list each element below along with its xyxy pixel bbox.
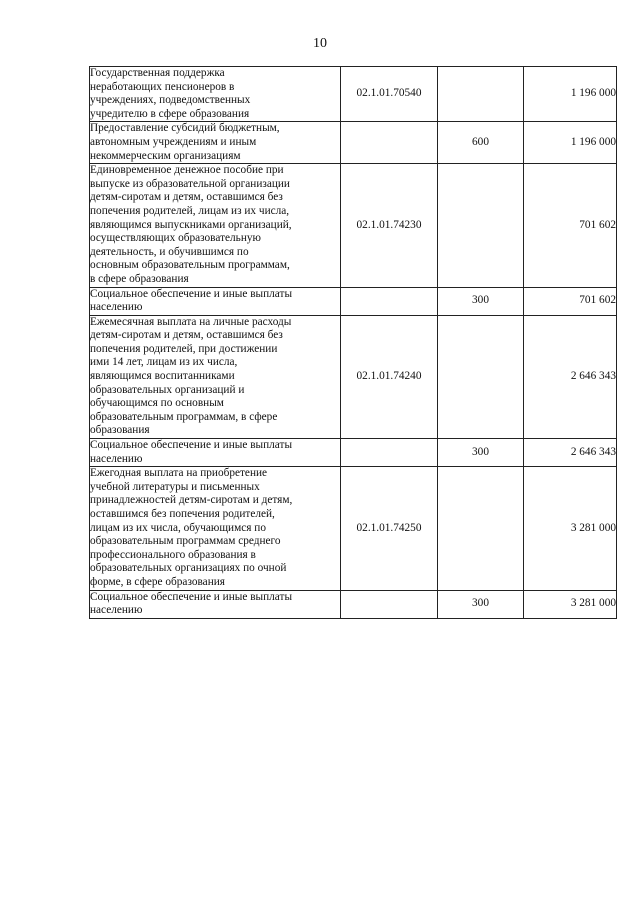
budget-table-body — [90, 67, 617, 619]
expense-name-line: населению — [90, 604, 143, 617]
target-code-cell: 02.1.01.74240 — [341, 315, 438, 438]
expense-type-cell — [438, 67, 524, 122]
expense-name-cell — [90, 590, 341, 618]
expense-type-cell: 300 — [438, 590, 524, 618]
table-row — [90, 164, 617, 287]
expense-name-cell — [90, 287, 341, 315]
amount-cell: 2 646 343 — [524, 315, 617, 438]
table-row — [90, 439, 617, 467]
expense-type-cell: 300 — [438, 439, 524, 467]
target-code-cell — [341, 287, 438, 315]
target-code-cell: 02.1.01.74230 — [341, 164, 438, 287]
table-row — [90, 590, 617, 618]
expense-name-line: учредителю в сфере образования — [90, 107, 250, 120]
amount-cell: 1 196 000 — [524, 122, 617, 164]
expense-name-line: населению — [90, 301, 143, 314]
expense-name-line: являющимся воспитанниками — [90, 370, 235, 383]
expense-name-line: детям-сиротам и детям, оставшимся без — [90, 191, 283, 204]
expense-name-line: основным образовательным программам, — [90, 259, 290, 272]
target-code-cell — [341, 122, 438, 164]
expense-name-line: Единовременное денежное пособие при — [90, 164, 284, 177]
amount-cell: 1 196 000 — [524, 67, 617, 122]
expense-name-line: оставшимся без попечения родителей, — [90, 508, 275, 520]
expense-name-line: образовательным программам среднего — [90, 535, 281, 548]
expense-name-line: профессионального образования в — [90, 548, 256, 561]
table-row — [90, 122, 617, 164]
expense-name-line: Социальное обеспечение и иные выплаты — [90, 590, 293, 603]
expense-type-cell: 600 — [438, 122, 524, 164]
expense-name-line: учебной литературы и письменных — [90, 480, 260, 493]
expense-name-line: образовательных организаций и — [90, 383, 245, 396]
expense-type-cell — [438, 315, 524, 438]
expense-name-line: Социальное обеспечение и иные выплаты — [90, 287, 293, 300]
expense-name-line: являющимся выпускниками организаций, — [90, 218, 292, 231]
amount-cell: 701 602 — [524, 164, 617, 287]
expense-name-line: Ежегодная выплата на приобретение — [90, 467, 268, 480]
expense-name-line: форме, в сфере образования — [90, 575, 225, 588]
expense-name-line: учреждениях, подведомственных — [90, 94, 251, 107]
expense-name-line: Государственная поддержка — [90, 67, 225, 79]
expense-name-cell — [90, 122, 341, 164]
expense-name-cell — [90, 164, 341, 287]
expense-name-line: попечения родителей, лицам из их числа, — [90, 204, 290, 217]
expense-name-line: некоммерческим организациям — [90, 149, 241, 162]
page-number: 10 — [313, 36, 327, 51]
table-row — [90, 467, 617, 590]
expense-name-cell — [90, 315, 341, 438]
expense-type-cell — [438, 467, 524, 590]
target-code-cell — [341, 590, 438, 618]
expense-name-line: обучающимся по основным — [90, 397, 224, 410]
expense-name-line: детям-сиротам и детям, оставшимся без — [90, 329, 283, 342]
expense-name-line: Социальное обеспечение и иные выплаты — [90, 439, 293, 452]
expense-name-line: Ежемесячная выплата на личные расходы — [90, 315, 292, 328]
expense-name-line: в сфере образования — [90, 272, 189, 285]
expense-name-line: осуществляющих образовательную — [90, 232, 261, 245]
expense-name-line: образовательным программам, в сфере — [90, 410, 278, 423]
expense-name-line: ими 14 лет, лицам из их числа, — [90, 356, 238, 369]
expense-type-cell: 300 — [438, 287, 524, 315]
expense-name-cell — [90, 467, 341, 590]
budget-table — [89, 66, 617, 619]
expense-name-line: Предоставление субсидий бюджетным, — [90, 122, 280, 135]
expense-name-line: населению — [90, 452, 143, 465]
table-row — [90, 315, 617, 438]
amount-cell: 3 281 000 — [524, 467, 617, 590]
table-row — [90, 67, 617, 122]
target-code-cell: 02.1.01.70540 — [341, 67, 438, 122]
table-row — [90, 287, 617, 315]
expense-name-line: выпуске из образовательной организации — [90, 177, 290, 190]
target-code-cell — [341, 439, 438, 467]
expense-name-line: автономным учреждениям и иным — [90, 135, 257, 148]
expense-name-line: образования — [90, 424, 150, 437]
target-code-cell: 02.1.01.74250 — [341, 467, 438, 590]
amount-cell: 2 646 343 — [524, 439, 617, 467]
expense-name-line: попечения родителей, при достижении — [90, 342, 278, 355]
amount-cell: 701 602 — [524, 287, 617, 315]
expense-name-line: деятельность, и обучившимся по — [90, 245, 249, 258]
expense-name-cell — [90, 67, 341, 122]
amount-cell: 3 281 000 — [524, 590, 617, 618]
expense-name-line: образовательных организациях по очной — [90, 562, 287, 575]
expense-name-line: лицам из их числа, обучающимся по — [90, 521, 266, 534]
expense-name-line: принадлежностей детям-сиротам и детям, — [90, 494, 293, 507]
expense-name-cell — [90, 439, 341, 467]
expense-name-line: неработающих пенсионеров в — [90, 80, 235, 93]
expense-type-cell — [438, 164, 524, 287]
